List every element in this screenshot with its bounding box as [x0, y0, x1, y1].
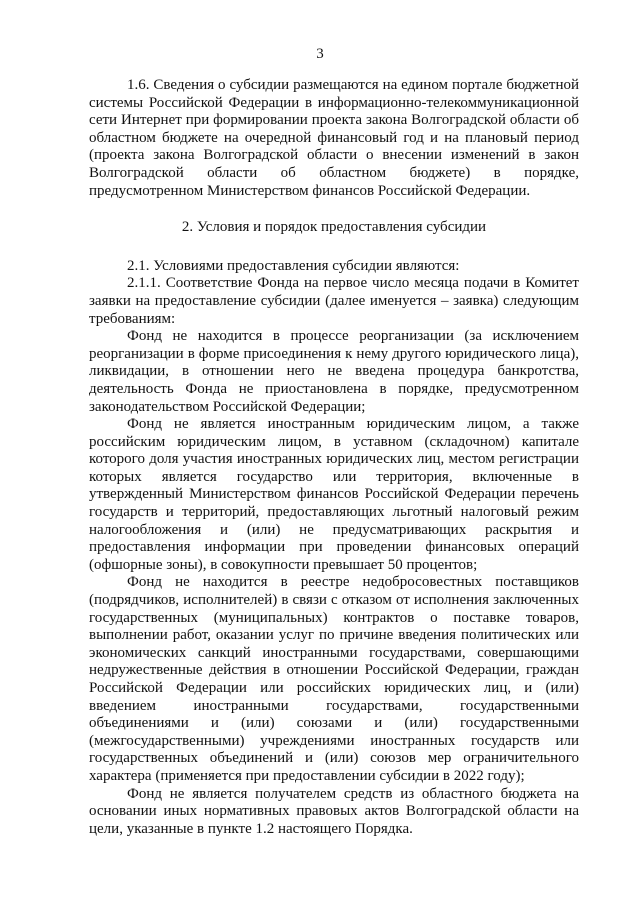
page-number: 3 — [316, 46, 324, 62]
section-2-heading: 2. Условия и порядок предоставления субсидии — [181, 219, 487, 236]
requirement-no-reorganization: Фонд не находится в процессе реорганизации (за исключением реорганизации в форме присоединения к нему другого юридического лица), ликвидации, в отношении него не введена процедура банкротства, деятельность Фонда не приостановлена в порядке, предусмотренном законодательством Российской Федерации; — [89, 328, 579, 415]
paragraph-2-1: 2.1. Условиями предоставления субсидии являются: — [127, 257, 460, 274]
paragraph-2-1-1: 2.1.1. Соответствие Фонда на первое число месяца подачи в Комитет заявки на предоставление субсидии (далее именуется – заявка) следующим требованиям: — [89, 275, 579, 327]
requirement-not-in-registry: Фонд не находится в реестре недобросовестных поставщиков (подрядчиков, исполнителей) в связи с отказом от исполнения заключенных государственных (муниципальных) контрактов о поставке товаров, выполнении работ, оказании услуг по причине введения политических или экономических санкций иностранными государствами, совершающими недружественные действия в отношении Российской Федерации, граждан Российской Федерации или российских юридических лиц, и (или) введением иностранными государствами, государственными объединениями и (или) союзами и (или) государственными (межгосударственными) учреждениями иностранных государств или государственных объединений и (или) союзов мер ограничительного характера (применяется при предоставлении субсидии в 2022 году); — [89, 574, 579, 784]
paragraph-1-6: 1.6. Сведения о субсидии размещаются на едином портале бюджетной системы Российской Федерации в информационно-телекоммуникационной сети Интернет при формировании проекта закона Волгоградской области об областном бюджете на очередной финансовый год и на плановый период (проекта закона Волгоградской области о внесении изменений в закон Волгоградской области об областном бюджете) в порядке, предусмотренном Министерством финансов Российской Федерации. — [89, 77, 579, 199]
requirement-not-foreign-entity: Фонд не является иностранным юридическим лицом, а также российским юридическим лицом, в уставном (складочном) капитале которого доля участия иностранных юридических лиц, местом регистрации которых является государство или территория, включенные в утвержденный Министерством финансов Российской Федерации перечень государств и территорий, предоставляющих льготный налоговый режим налогообложения и (или) не предусматривающих раскрытия и предоставления информации при проведении финансовых операций (офшорные зоны), в совокупности превышает 50 процентов; — [89, 416, 579, 573]
document-body — [89, 77, 579, 838]
requirement-not-budget-recipient: Фонд не является получателем средств из областного бюджета на основании иных нормативных правовых актов Волгоградской области на цели, указанные в пункте 1.2 настоящего Порядка. — [89, 785, 579, 837]
